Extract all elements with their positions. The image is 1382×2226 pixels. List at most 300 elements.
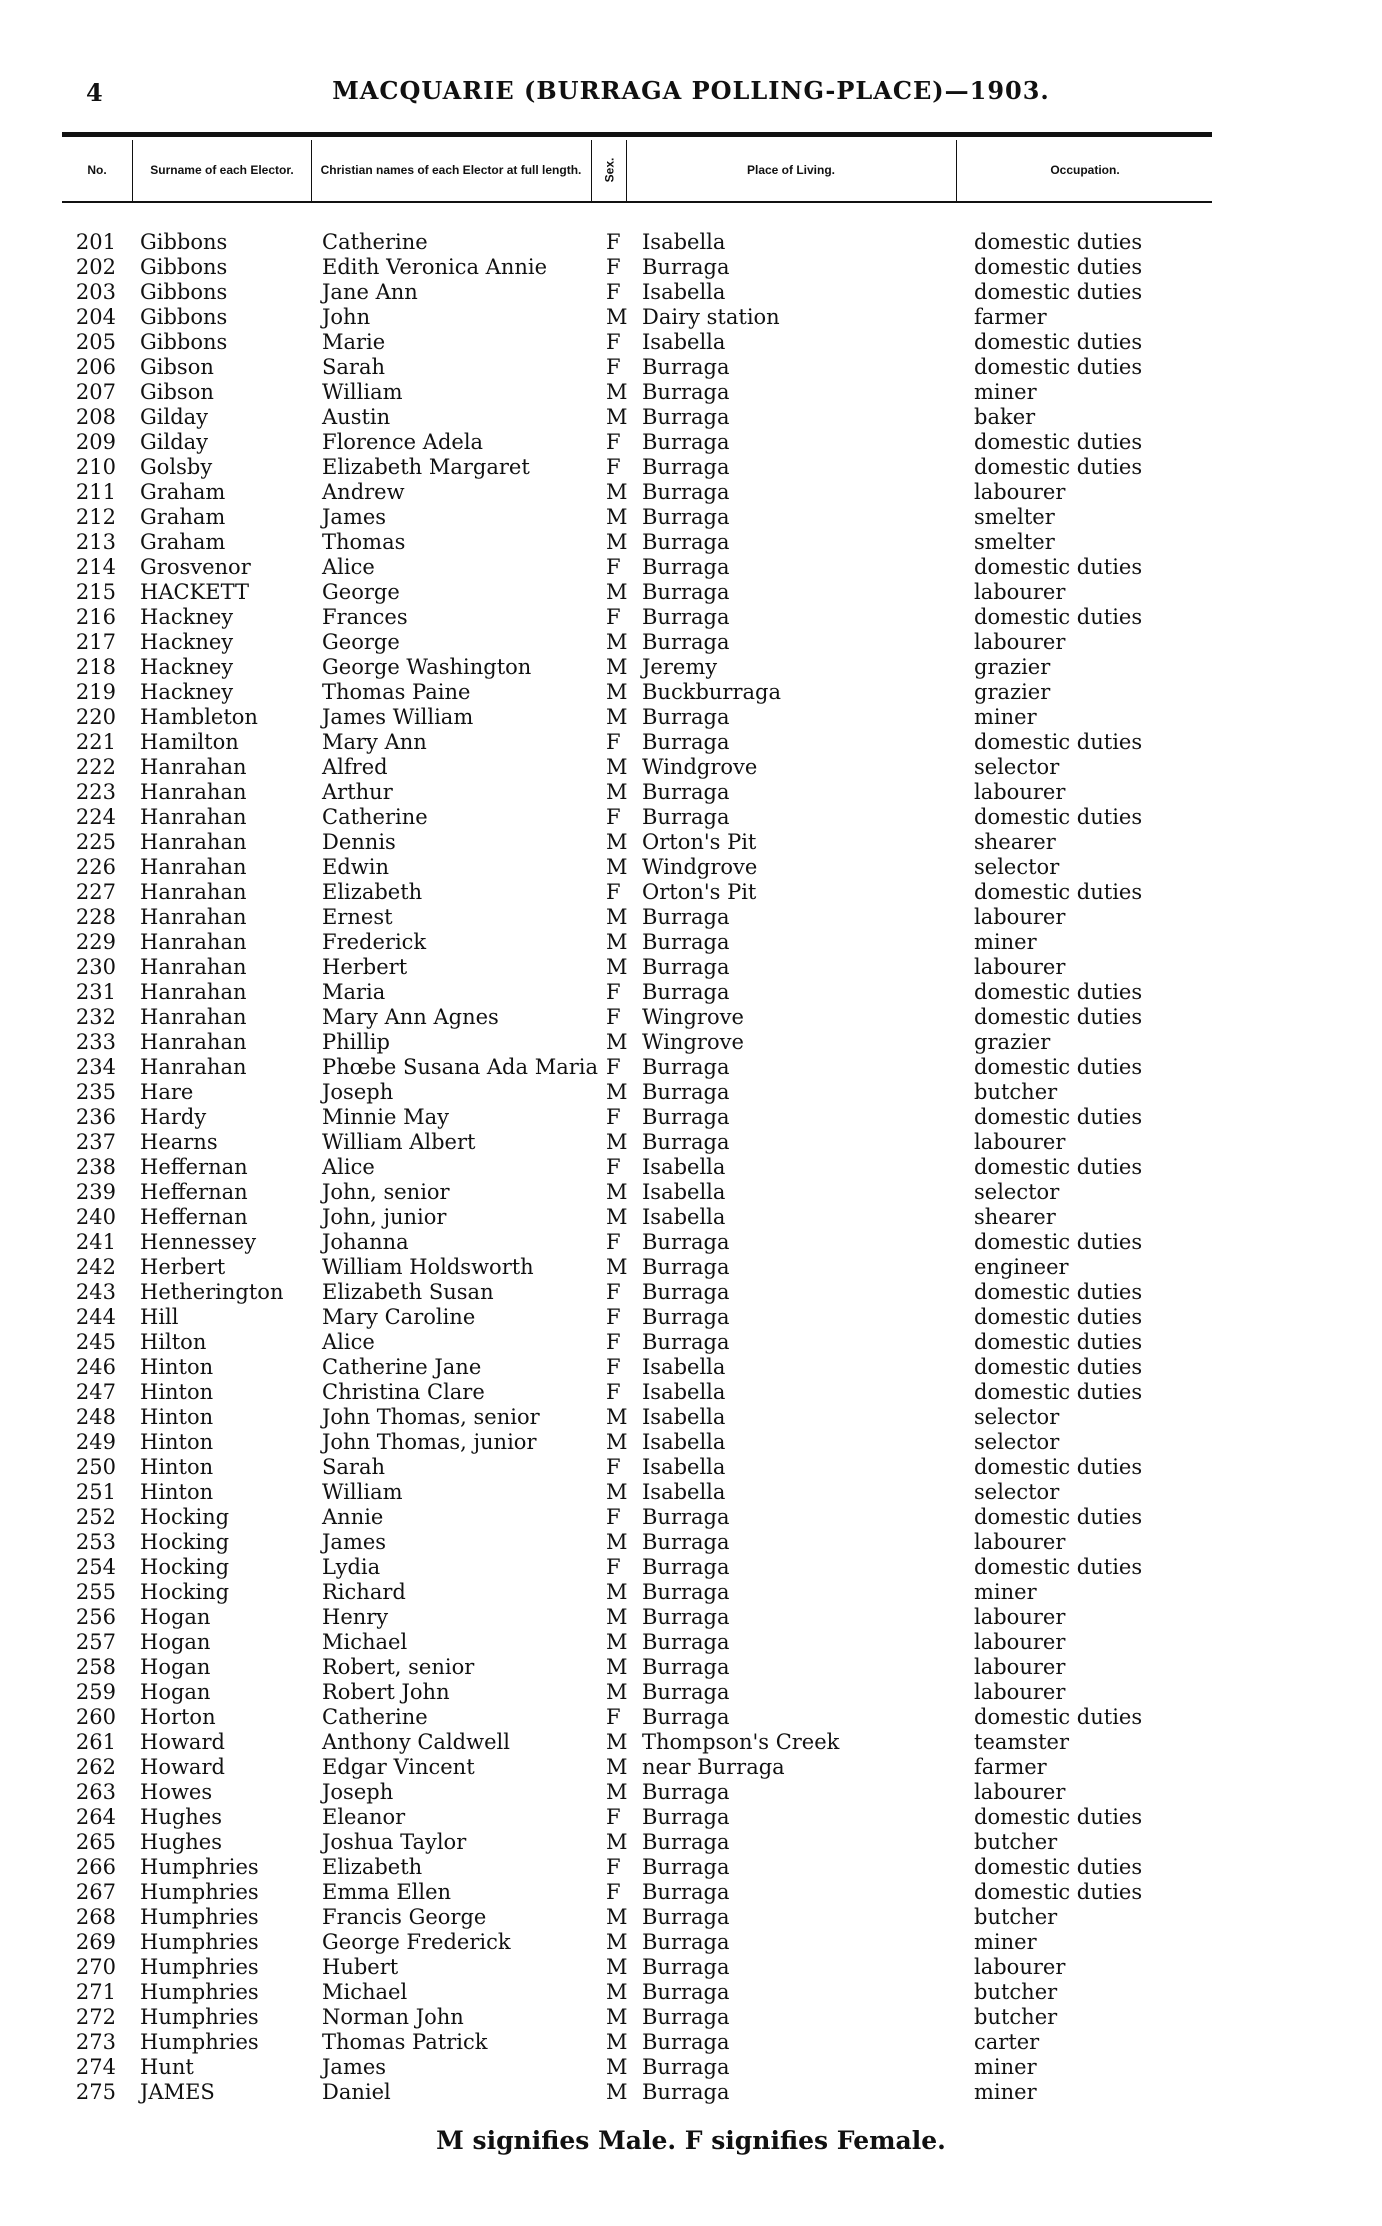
christian-names: William Holdsworth <box>322 1255 534 1279</box>
sex: M <box>606 1980 628 2004</box>
christian-names: Catherine <box>322 805 428 829</box>
place-of-living: Isabella <box>642 230 726 254</box>
surname: Hanrahan <box>140 930 247 954</box>
occupation: butcher <box>974 1905 1058 1929</box>
sex: F <box>606 1855 621 1879</box>
elector-number: 225 <box>75 830 116 854</box>
place-of-living: Wingrove <box>642 1005 744 1029</box>
table-row <box>0 1005 1382 1030</box>
elector-number: 260 <box>75 1705 116 1729</box>
surname: Hanrahan <box>140 1030 247 1054</box>
occupation: domestic duties <box>974 1805 1143 1829</box>
place-of-living: Burraga <box>642 1555 730 1579</box>
occupation: domestic duties <box>974 805 1143 829</box>
christian-names: Edwin <box>322 855 389 879</box>
christian-names: Edgar Vincent <box>322 1755 475 1779</box>
table-row <box>0 2055 1382 2080</box>
table-row <box>0 1180 1382 1205</box>
elector-number: 215 <box>75 580 116 604</box>
elector-number: 242 <box>75 1255 116 1279</box>
occupation: miner <box>974 2080 1037 2104</box>
place-of-living: Burraga <box>642 1930 730 1954</box>
place-of-living: Burraga <box>642 1055 730 1079</box>
sex: F <box>606 230 621 254</box>
place-of-living: Burraga <box>642 955 730 979</box>
surname: Hackney <box>140 680 234 704</box>
christian-names: William <box>322 380 403 404</box>
christian-names: Richard <box>322 1580 406 1604</box>
sex: M <box>606 1405 628 1429</box>
place-of-living: Orton's Pit <box>642 830 757 854</box>
elector-list <box>0 230 1382 2105</box>
occupation: labourer <box>974 480 1066 504</box>
christian-names: Lydia <box>322 1555 381 1579</box>
elector-number: 267 <box>75 1880 116 1904</box>
elector-number: 249 <box>75 1430 116 1454</box>
place-of-living: Burraga <box>642 1780 730 1804</box>
table-row <box>0 230 1382 255</box>
table-row <box>0 355 1382 380</box>
christian-names: Dennis <box>322 830 396 854</box>
table-row <box>0 280 1382 305</box>
christian-names: Herbert <box>322 955 408 979</box>
sex: F <box>606 1555 621 1579</box>
christian-names: Thomas Patrick <box>322 2030 488 2054</box>
occupation: selector <box>974 855 1060 879</box>
sex: F <box>606 1455 621 1479</box>
surname: Hocking <box>140 1580 230 1604</box>
occupation: farmer <box>974 305 1047 329</box>
place-of-living: Dairy station <box>642 305 780 329</box>
surname: Heffernan <box>140 1155 248 1179</box>
elector-number: 212 <box>75 505 116 529</box>
occupation: domestic duties <box>974 1555 1143 1579</box>
christian-names: Edith Veronica Annie <box>322 255 548 279</box>
elector-number: 248 <box>75 1405 116 1429</box>
table-row <box>0 1355 1382 1380</box>
elector-number: 262 <box>75 1755 116 1779</box>
elector-number: 266 <box>75 1855 116 1879</box>
place-of-living: Burraga <box>642 1905 730 1929</box>
sex: F <box>606 555 621 579</box>
table-row <box>0 605 1382 630</box>
elector-number: 250 <box>75 1455 116 1479</box>
table-row <box>0 1405 1382 1430</box>
surname: Hackney <box>140 630 234 654</box>
table-row <box>0 980 1382 1005</box>
sex: M <box>606 955 628 979</box>
occupation: butcher <box>974 2005 1058 2029</box>
place-of-living: Burraga <box>642 1705 730 1729</box>
surname: Gibbons <box>140 305 228 329</box>
occupation: miner <box>974 930 1037 954</box>
sex: F <box>606 430 621 454</box>
christian-names: Andrew <box>322 480 405 504</box>
place-of-living: Burraga <box>642 730 730 754</box>
table-row <box>0 680 1382 705</box>
sex: M <box>606 1930 628 1954</box>
occupation: smelter <box>974 505 1055 529</box>
occupation: domestic duties <box>974 1880 1143 1904</box>
elector-number: 256 <box>75 1605 116 1629</box>
occupation: domestic duties <box>974 1855 1143 1879</box>
surname: Hocking <box>140 1555 230 1579</box>
elector-number: 230 <box>75 955 116 979</box>
christian-names: Ernest <box>322 905 393 929</box>
occupation: domestic duties <box>974 230 1143 254</box>
place-of-living: Orton's Pit <box>642 880 757 904</box>
table-row <box>0 830 1382 855</box>
sex: M <box>606 2005 628 2029</box>
table-row <box>0 1380 1382 1405</box>
header-top-rule <box>62 132 1212 137</box>
sex: M <box>606 530 628 554</box>
occupation: domestic duties <box>974 255 1143 279</box>
christian-names: Joseph <box>322 1080 394 1104</box>
occupation: labourer <box>974 630 1066 654</box>
occupation: grazier <box>974 655 1051 679</box>
christian-names: John Thomas, junior <box>322 1430 537 1454</box>
christian-names: Sarah <box>322 1455 385 1479</box>
elector-number: 255 <box>75 1580 116 1604</box>
surname: Humphries <box>140 2030 259 2054</box>
sex: F <box>606 1155 621 1179</box>
sex: M <box>606 1430 628 1454</box>
elector-number: 213 <box>75 530 116 554</box>
table-row <box>0 1055 1382 1080</box>
christian-names: Emma Ellen <box>322 1880 452 1904</box>
elector-number: 229 <box>75 930 116 954</box>
occupation: miner <box>974 705 1037 729</box>
header-no: No. <box>87 163 107 177</box>
sex: F <box>606 1880 621 1904</box>
sex: M <box>606 1905 628 1929</box>
surname: Gibbons <box>140 230 228 254</box>
christian-names: Elizabeth Margaret <box>322 455 530 479</box>
header-occupation: Occupation. <box>1050 163 1120 177</box>
christian-names: Frances <box>322 605 408 629</box>
table-row <box>0 305 1382 330</box>
occupation: labourer <box>974 1655 1066 1679</box>
sex: M <box>606 1530 628 1554</box>
elector-number: 271 <box>75 1980 116 2004</box>
christian-names: John <box>322 305 371 329</box>
page-title: MACQUARIE (BURRAGA POLLING-PLACE)—1903. <box>332 76 1050 105</box>
place-of-living: Burraga <box>642 605 730 629</box>
surname: Graham <box>140 505 226 529</box>
surname: Golsby <box>140 455 213 479</box>
table-row <box>0 730 1382 755</box>
elector-number: 241 <box>75 1230 116 1254</box>
sex: M <box>606 630 628 654</box>
surname: Grosvenor <box>140 555 251 579</box>
elector-number: 207 <box>75 380 116 404</box>
christian-names: William <box>322 1480 403 1504</box>
christian-names: Arthur <box>322 780 393 804</box>
table-row <box>0 430 1382 455</box>
elector-number: 223 <box>75 780 116 804</box>
christian-names: Anthony Caldwell <box>322 1730 510 1754</box>
sex: M <box>606 855 628 879</box>
elector-number: 235 <box>75 1080 116 1104</box>
place-of-living: Burraga <box>642 1955 730 1979</box>
occupation: smelter <box>974 530 1055 554</box>
christian-names: Mary Caroline <box>322 1305 476 1329</box>
place-of-living: Burraga <box>642 1605 730 1629</box>
table-row <box>0 1655 1382 1680</box>
place-of-living: Isabella <box>642 1205 726 1229</box>
elector-number: 206 <box>75 355 116 379</box>
header-christian-names: Christian names of each Elector at full length. <box>320 163 582 177</box>
table-row <box>0 1880 1382 1905</box>
elector-number: 272 <box>75 2005 116 2029</box>
sex: F <box>606 880 621 904</box>
place-of-living: Burraga <box>642 1630 730 1654</box>
place-of-living: Burraga <box>642 1280 730 1304</box>
occupation: butcher <box>974 1830 1058 1854</box>
occupation: domestic duties <box>974 555 1143 579</box>
table-row <box>0 1755 1382 1780</box>
elector-number: 217 <box>75 630 116 654</box>
elector-number: 264 <box>75 1805 116 1829</box>
surname: Heffernan <box>140 1205 248 1229</box>
header-place-of-living: Place of Living. <box>746 163 836 177</box>
elector-number: 205 <box>75 330 116 354</box>
christian-names: Elizabeth <box>322 880 423 904</box>
sex: M <box>606 830 628 854</box>
christian-names: Johanna <box>322 1230 409 1254</box>
surname: Hamilton <box>140 730 239 754</box>
place-of-living: Burraga <box>642 1655 730 1679</box>
christian-names: Henry <box>322 1605 389 1629</box>
occupation: labourer <box>974 1130 1066 1154</box>
christian-names: George Frederick <box>322 1930 511 1954</box>
table-row <box>0 1455 1382 1480</box>
place-of-living: Isabella <box>642 1405 726 1429</box>
occupation: domestic duties <box>974 1505 1143 1529</box>
occupation: domestic duties <box>974 880 1143 904</box>
christian-names: Austin <box>322 405 391 429</box>
place-of-living: Windgrove <box>642 855 758 879</box>
surname: Hill <box>140 1305 179 1329</box>
place-of-living: Burraga <box>642 1580 730 1604</box>
surname: Howes <box>140 1780 213 1804</box>
table-row <box>0 630 1382 655</box>
surname: Hardy <box>140 1105 207 1129</box>
sex: M <box>606 1730 628 1754</box>
sex: F <box>606 605 621 629</box>
occupation: labourer <box>974 1955 1066 1979</box>
sex: M <box>606 705 628 729</box>
elector-number: 253 <box>75 1530 116 1554</box>
elector-number: 219 <box>75 680 116 704</box>
header-surname: Surname of each Elector. <box>150 163 294 177</box>
sex: M <box>606 1655 628 1679</box>
table-row <box>0 855 1382 880</box>
table-row <box>0 1705 1382 1730</box>
place-of-living: Isabella <box>642 1430 726 1454</box>
place-of-living: Burraga <box>642 1305 730 1329</box>
sex: M <box>606 2080 628 2104</box>
sex: M <box>606 2030 628 2054</box>
occupation: domestic duties <box>974 1005 1143 1029</box>
occupation: domestic duties <box>974 980 1143 1004</box>
christian-names: Michael <box>322 1980 408 2004</box>
occupation: labourer <box>974 1630 1066 1654</box>
christian-names: James <box>322 2055 387 2079</box>
place-of-living: Burraga <box>642 980 730 1004</box>
sex: M <box>606 680 628 704</box>
surname: Hambleton <box>140 705 258 729</box>
place-of-living: Isabella <box>642 1480 726 1504</box>
sex: M <box>606 480 628 504</box>
elector-number: 246 <box>75 1355 116 1379</box>
occupation: grazier <box>974 1030 1051 1054</box>
table-row <box>0 1805 1382 1830</box>
place-of-living: Burraga <box>642 380 730 404</box>
table-row <box>0 555 1382 580</box>
sex: M <box>606 305 628 329</box>
place-of-living: Burraga <box>642 455 730 479</box>
table-row <box>0 1105 1382 1130</box>
occupation: domestic duties <box>974 605 1143 629</box>
surname: Gibson <box>140 355 214 379</box>
occupation: selector <box>974 1180 1060 1204</box>
sex: F <box>606 1380 621 1404</box>
elector-number: 214 <box>75 555 116 579</box>
table-row <box>0 1480 1382 1505</box>
christian-names: Michael <box>322 1630 408 1654</box>
place-of-living: Isabella <box>642 1155 726 1179</box>
surname: Hinton <box>140 1405 214 1429</box>
occupation: domestic duties <box>974 280 1143 304</box>
sex: F <box>606 455 621 479</box>
christian-names: Mary Ann <box>322 730 427 754</box>
surname: Hackney <box>140 655 234 679</box>
sex: F <box>606 1055 621 1079</box>
table-row <box>0 505 1382 530</box>
sex: F <box>606 730 621 754</box>
sex: F <box>606 1005 621 1029</box>
surname: Hinton <box>140 1430 214 1454</box>
occupation: labourer <box>974 1605 1066 1629</box>
christian-names: Sarah <box>322 355 385 379</box>
sex: M <box>606 1030 628 1054</box>
occupation: engineer <box>974 1255 1069 1279</box>
christian-names: Norman John <box>322 2005 464 2029</box>
elector-number: 201 <box>75 230 116 254</box>
place-of-living: Burraga <box>642 905 730 929</box>
occupation: labourer <box>974 780 1066 804</box>
place-of-living: Burraga <box>642 1680 730 1704</box>
surname: Hanrahan <box>140 855 247 879</box>
sex: F <box>606 330 621 354</box>
surname: Hogan <box>140 1680 211 1704</box>
occupation: miner <box>974 380 1037 404</box>
place-of-living: Burraga <box>642 1530 730 1554</box>
sex: M <box>606 1755 628 1779</box>
christian-names: Francis George <box>322 1905 487 1929</box>
occupation: domestic duties <box>974 355 1143 379</box>
surname: Hinton <box>140 1380 214 1404</box>
table-row <box>0 955 1382 980</box>
elector-number: 257 <box>75 1630 116 1654</box>
table-row <box>0 780 1382 805</box>
place-of-living: Burraga <box>642 1255 730 1279</box>
surname: Gibbons <box>140 330 228 354</box>
surname: Graham <box>140 480 226 504</box>
place-of-living: Burraga <box>642 1505 730 1529</box>
christian-names: John, junior <box>322 1205 447 1229</box>
surname: Hanrahan <box>140 805 247 829</box>
sex: F <box>606 280 621 304</box>
christian-names: Marie <box>322 330 386 354</box>
christian-names: Catherine <box>322 1705 428 1729</box>
occupation: domestic duties <box>974 1380 1143 1404</box>
occupation: labourer <box>974 905 1066 929</box>
place-of-living: Burraga <box>642 630 730 654</box>
surname: Hinton <box>140 1355 214 1379</box>
table-row <box>0 1905 1382 1930</box>
place-of-living: Isabella <box>642 280 726 304</box>
elector-number: 227 <box>75 880 116 904</box>
place-of-living: Isabella <box>642 1455 726 1479</box>
column-divider <box>311 140 312 202</box>
column-divider <box>626 140 627 202</box>
surname: Hackney <box>140 605 234 629</box>
table-row <box>0 705 1382 730</box>
christian-names: Alice <box>322 1330 375 1354</box>
table-row <box>0 1280 1382 1305</box>
elector-number: 237 <box>75 1130 116 1154</box>
column-divider <box>132 140 133 202</box>
table-row <box>0 580 1382 605</box>
surname: Hanrahan <box>140 830 247 854</box>
christian-names: Catherine <box>322 230 428 254</box>
occupation: domestic duties <box>974 1330 1143 1354</box>
sex: M <box>606 655 628 679</box>
sex: M <box>606 1580 628 1604</box>
table-row <box>0 1205 1382 1230</box>
place-of-living: Burraga <box>642 1855 730 1879</box>
christian-names: Robert John <box>322 1680 450 1704</box>
christian-names: Catherine Jane <box>322 1355 482 1379</box>
christian-names: Eleanor <box>322 1805 406 1829</box>
christian-names: James <box>322 505 387 529</box>
place-of-living: Burraga <box>642 430 730 454</box>
surname: Graham <box>140 530 226 554</box>
place-of-living: Burraga <box>642 530 730 554</box>
christian-names: Maria <box>322 980 386 1004</box>
occupation: selector <box>974 1480 1060 1504</box>
elector-number: 269 <box>75 1930 116 1954</box>
elector-number: 222 <box>75 755 116 779</box>
place-of-living: Burraga <box>642 405 730 429</box>
table-row <box>0 1680 1382 1705</box>
christian-names: Alice <box>322 1155 375 1179</box>
table-row <box>0 755 1382 780</box>
occupation: shearer <box>974 1205 1056 1229</box>
surname: Hanrahan <box>140 755 247 779</box>
place-of-living: Burraga <box>642 2030 730 2054</box>
place-of-living: near Burraga <box>642 1755 785 1779</box>
surname: Horton <box>140 1705 216 1729</box>
sex: M <box>606 1255 628 1279</box>
occupation: selector <box>974 1430 1060 1454</box>
place-of-living: Burraga <box>642 1080 730 1104</box>
place-of-living: Burraga <box>642 555 730 579</box>
occupation: teamster <box>974 1730 1069 1754</box>
